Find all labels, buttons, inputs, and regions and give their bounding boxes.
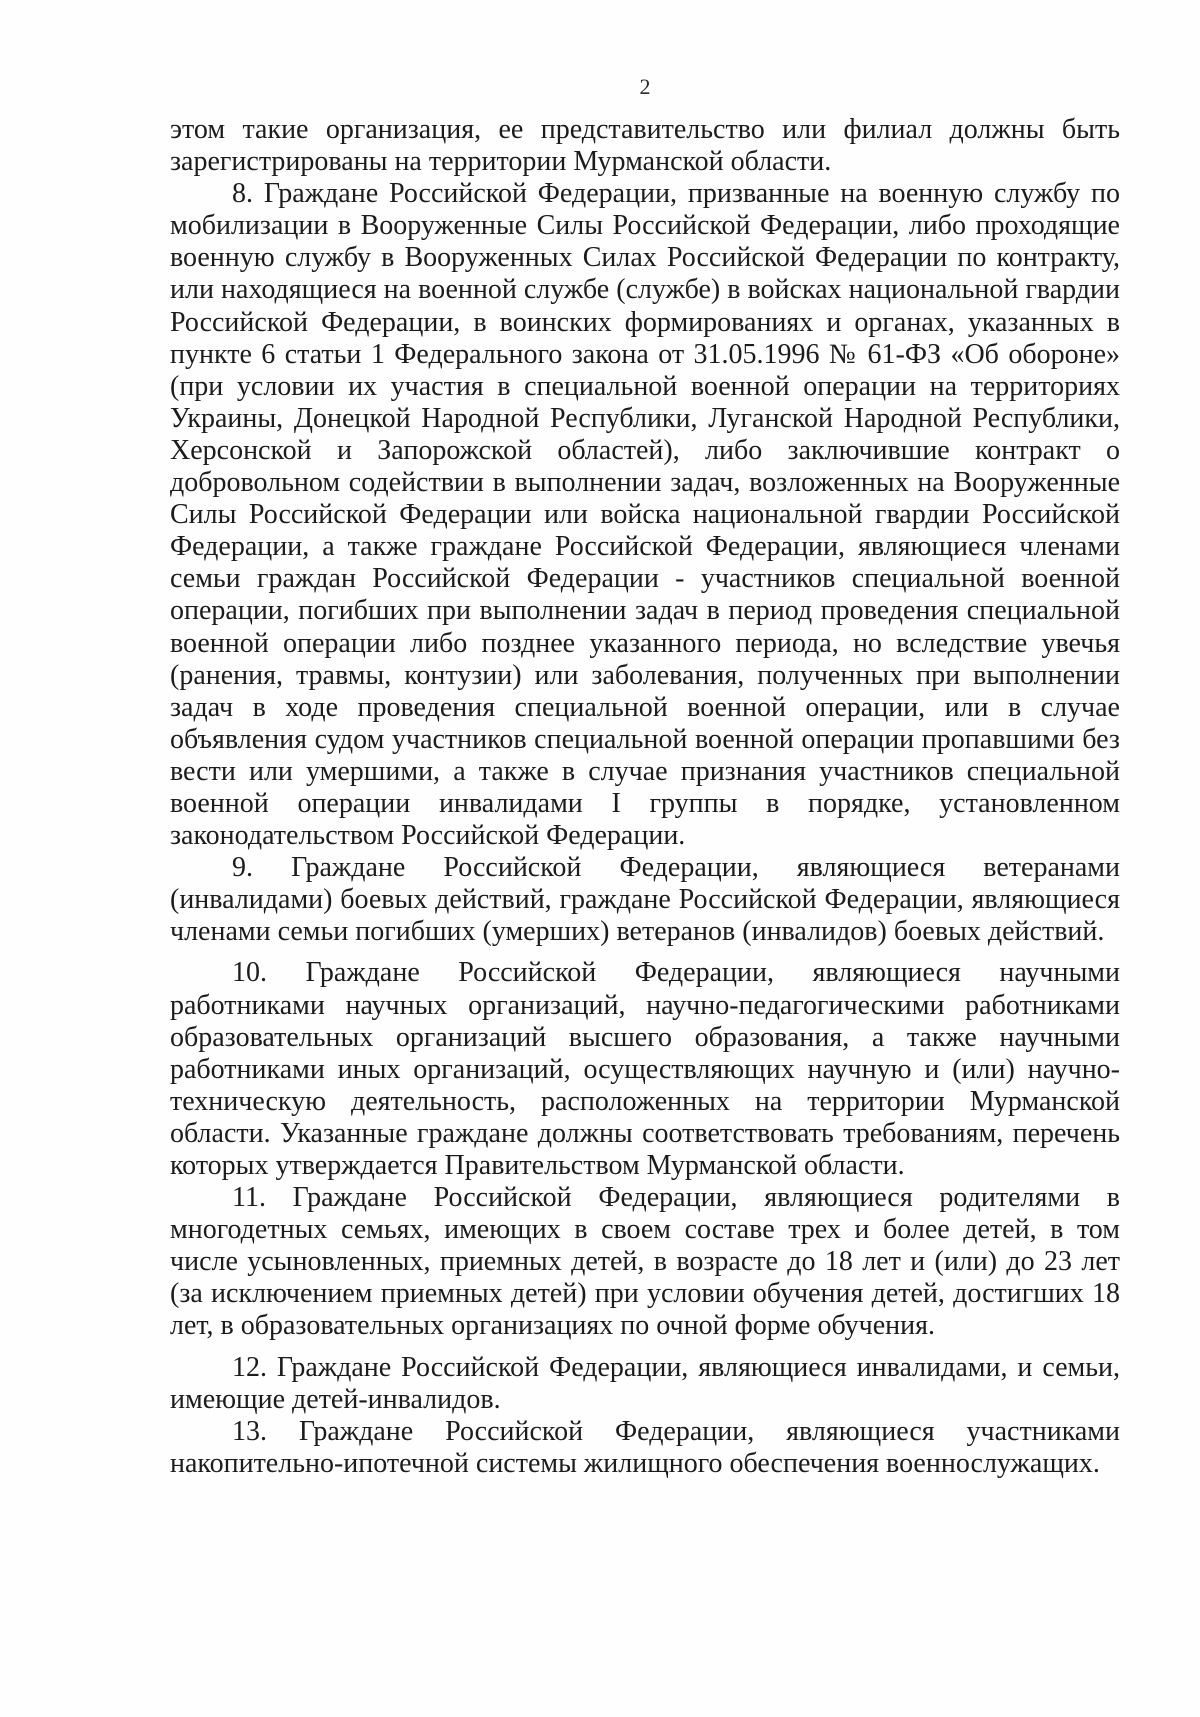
paragraph-item-12: 12. Граждане Российской Федерации, являющиеся инвалидами, и семьи, имеющие детей-инвалидов. bbox=[170, 1351, 1120, 1415]
paragraph-continuation: этом такие организация, ее представительство или филиал должны быть зарегистрированы на территории Мурманской области. bbox=[170, 114, 1120, 178]
paragraph-item-10: 10. Граждане Российской Федерации, являющиеся научными работниками научных организаций, научно-педагогическими работниками образовательных организаций высшего образования, а также научными работниками иных организаций, осуществляющих научную и (или) научно-техническую деятельность, расположенных на территории Мурманской области. Указанные граждане должны соответствовать требованиям, перечень которых утверждается Правительством Мурманской области. bbox=[170, 957, 1120, 1181]
document-body bbox=[170, 114, 1120, 1480]
paragraph-item-9: 9. Граждане Российской Федерации, являющиеся ветеранами (инвалидами) боевых действий, граждане Российской Федерации, являющиеся членами семьи погибших (умерших) ветеранов (инвалидов) боевых действий. bbox=[170, 852, 1120, 948]
paragraph-item-8: 8. Граждане Российской Федерации, призванные на военную службу по мобилизации в Вооруженные Силы Российской Федерации, либо проходящие военную службу в Вооруженных Силах Российской Федерации по контракту, или находящиеся на военной службе (службе) в войсках национальной гвардии Российской Федерации, в воинских формированиях и органах, указанных в пункте 6 статьи 1 Федерального закона от 31.05.1996 № 61-ФЗ «Об обороне» (при условии их участия в специальной военной операции на территориях Украины, Донецкой Народной Республики, Луганской Народной Республики, Херсонской и Запорожской областей), либо заключившие контракт о добровольном содействии в выполнении задач, возложенных на Вооруженные Силы Российской Федерации или войска национальной гвардии Российской Федерации, а также граждане Российской Федерации, являющиеся членами семьи граждан Российской Федерации - участников специальной военной операции, погибших при выполнении задач в период проведения специальной военной операции либо позднее указанного периода, но вследствие увечья (ранения, травмы, контузии) или заболевания, полученных при выполнении задач в ходе проведения специальной военной операции, или в случае объявления судом участников специальной военной операции пропавшими без вести или умершими, а также в случае признания участников специальной военной операции инвалидами I группы в порядке, установленном законодательством Российской Федерации. bbox=[170, 178, 1120, 852]
paragraph-item-11: 11. Граждане Российской Федерации, являющиеся родителями в многодетных семьях, имеющих в своем составе трех и более детей, в том числе усыновленных, приемных детей, в возрасте до 18 лет и (или) до 23 лет (за исключением приемных детей) при условии обучения детей, достигших 18 лет, в образовательных организациях по очной форме обучения. bbox=[170, 1182, 1120, 1342]
paragraph-item-13: 13. Граждане Российской Федерации, являющиеся участниками накопительно-ипотечной системы жилищного обеспечения военнослужащих. bbox=[170, 1415, 1120, 1479]
page-number: 2 bbox=[639, 74, 651, 99]
